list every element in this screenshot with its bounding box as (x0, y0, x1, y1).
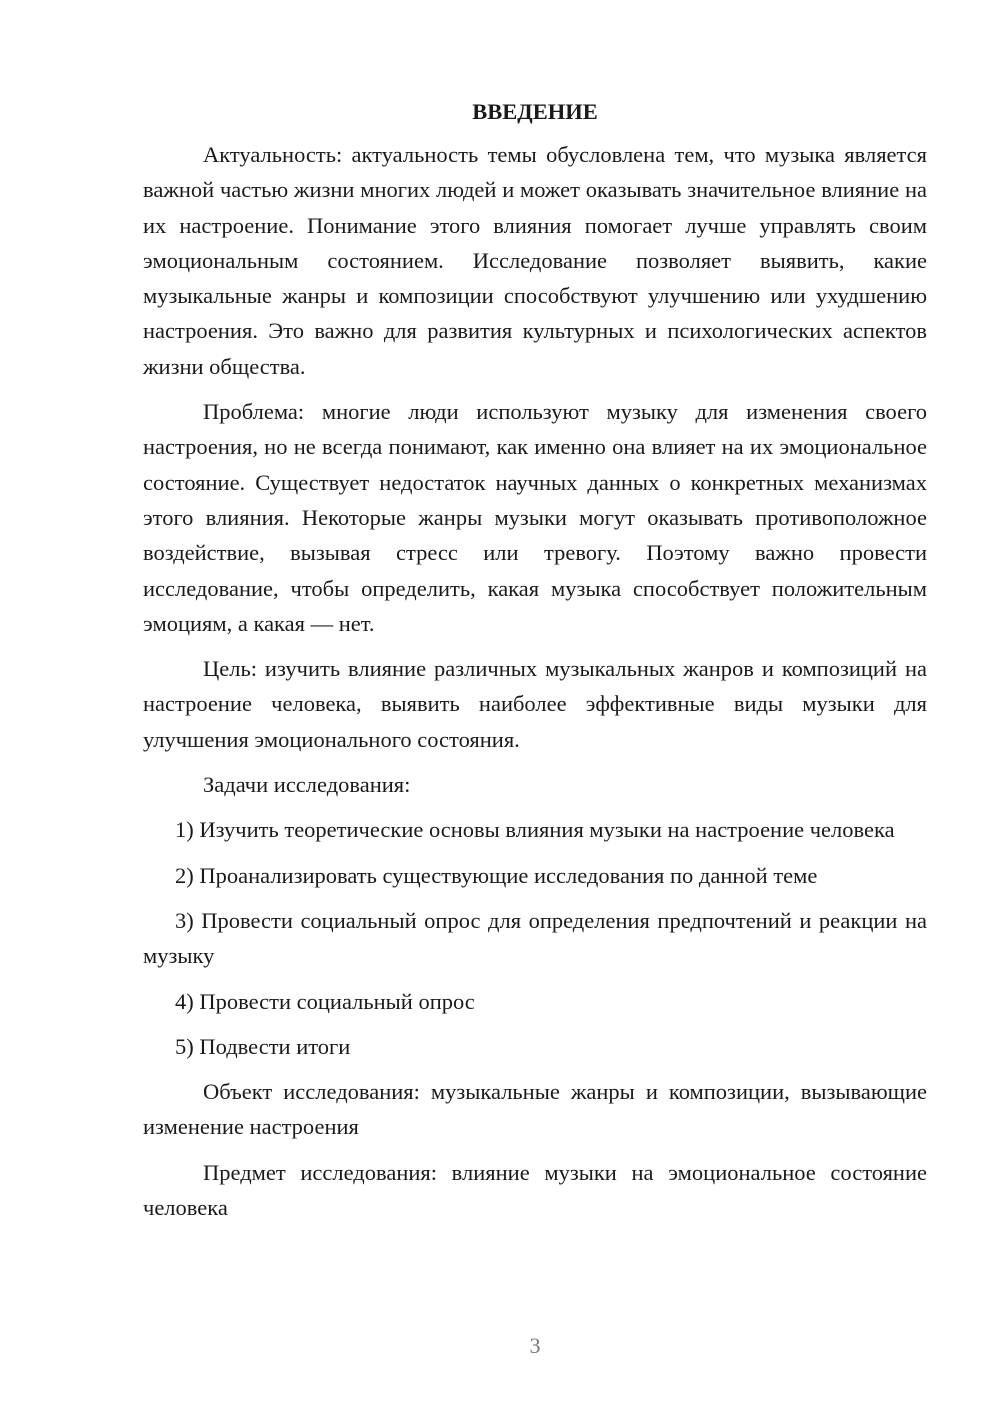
task-item-1: 1) Изучить теоретические основы влияния музыки на настроение человека (175, 817, 895, 843)
section-heading: ВВЕДЕНИЕ (472, 99, 598, 124)
paragraph-goal: Цель: изучить влияние различных музыкальных жанров и композиций на настроение человека, выявить наиболее эффективные виды музыки для улучшения эмоционального состояния. (143, 656, 927, 752)
task-item-4: 4) Провести социальный опрос (175, 988, 475, 1014)
tasks-title: Задачи исследования: (203, 772, 411, 798)
paragraph-relevance: Актуальность: актуальность темы обусловлена тем, что музыка является важной частью жизни многих людей и может оказывать значительное влияние на их настроение. Понимание этого влияния помогает лучше управлять своим эмоциональным состоянием. Исследование позволяет выявить, какие музыкальные жанры и композиции способствуют улучшению или ухудшению настроения. Это важно для развития культурных и психологических аспектов жизни общества. (143, 142, 927, 379)
page-number: 3 (529, 1333, 541, 1358)
paragraph-problem: Проблема: многие люди используют музыку для изменения своего настроения, но не всегда понимают, как именно она влияет на их эмоциональное состояние. Существует недостаток научных данных о конкретных механизмах этого влияния. Некоторые жанры музыки могут оказывать противоположное воздействие, вызывая стресс или тревогу. Поэтому важно провести исследование, чтобы определить, какая музыка способствует положительным эмоциям, а какая — нет. (143, 399, 927, 636)
document-page (143, 94, 927, 1235)
task-item-3: 3) Провести социальный опрос для определения предпочтений и реакции на музыку (143, 907, 927, 969)
task-item-5: 5) Подвести итоги (175, 1033, 351, 1059)
paragraph-object: Объект исследования: музыкальные жанры и композиции, вызывающие изменение настроения (143, 1079, 927, 1140)
task-item-2: 2) Проанализировать существующие исследования по данной теме (175, 862, 818, 888)
paragraph-subject: Предмет исследования: влияние музыки на эмоциональное состояние человека (143, 1159, 927, 1221)
